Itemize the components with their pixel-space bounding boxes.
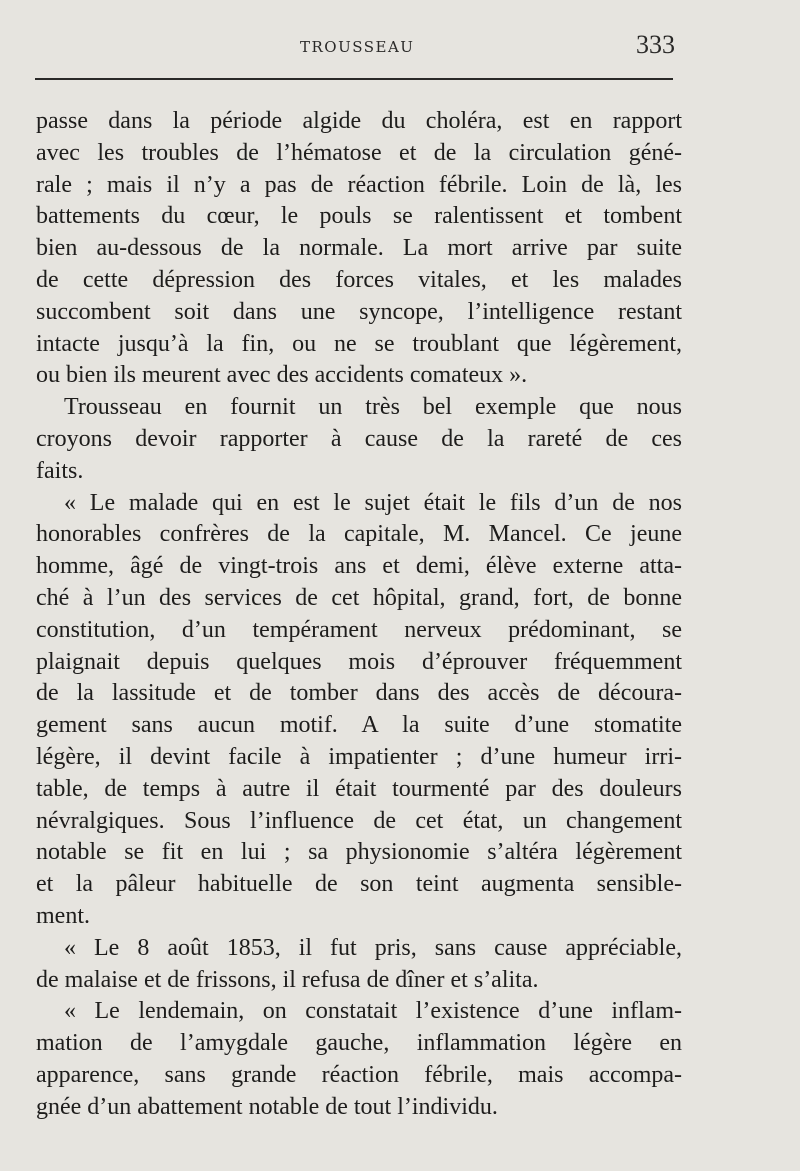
header-rule [35,78,673,80]
text-line: « Le malade qui en est le sujet était le fils d’un de nos [64,489,682,516]
running-title: TROUSSEAU [300,38,415,56]
body-text [36,106,682,1124]
text-line: battements du cœur, le pouls se ralentissent et tombent [36,203,682,230]
text-line: ché à l’un des services de cet hôpital, grand, fort, de bonne [36,584,682,611]
text-line: table, de temps à autre il était tourmenté par des douleurs [36,775,682,802]
running-header [0,30,800,64]
text-line: honorables confrères de la capitale, M. Mancel. Ce jeune [36,521,682,548]
text-line: Trousseau en fournit un très bel exemple que nous [64,394,682,421]
text-line: et la pâleur habituelle de son teint augmenta sensible- [36,871,682,898]
text-line: passe dans la période algide du choléra, est en rapport [36,108,682,134]
text-line: de cette dépression des forces vitales, et les malades [36,266,682,293]
text-line: de la lassitude et de tomber dans des accès de découra- [36,680,682,707]
text-line: « Le 8 août 1853, il fut pris, sans cause appréciable, [64,934,682,961]
text-line: légère, il devint facile à impatienter ; d’une humeur irri- [36,743,682,770]
text-line: gement sans aucun motif. A la suite d’une stomatite [36,712,682,739]
text-line: rale ; mais il n’y a pas de réaction fébrile. Loin de là, les [36,171,682,198]
text-line: ment. [36,902,90,929]
text-line: homme, âgé de vingt-trois ans et demi, élève externe atta- [36,553,682,580]
text-line: constitution, d’un tempérament nerveux prédominant, se [36,616,682,643]
text-line: faits. [36,457,84,484]
text-line: « Le lendemain, on constatait l’existence d’une inflam- [64,998,682,1025]
text-line: gnée d’un abattement notable de tout l’individu. [36,1093,498,1120]
text-line: mation de l’amygdale gauche, inflammation légère en [36,1030,682,1057]
text-line: intacte jusqu’à la fin, ou ne se troublant que légèrement, [36,330,682,357]
page-number: 333 [636,30,675,59]
text-line: notable se fit en lui ; sa physionomie s’altéra légèrement [36,839,682,866]
text-line: plaignait depuis quelques mois d’éprouver fréquemment [36,648,682,675]
text-line: ou bien ils meurent avec des accidents comateux ». [36,362,528,389]
text-line: névralgiques. Sous l’influence de cet état, un changement [36,807,682,834]
text-line: de malaise et de frissons, il refusa de dîner et s’alita. [36,966,539,993]
text-line: croyons devoir rapporter à cause de la rareté de ces [36,425,682,452]
text-line: avec les troubles de l’hématose et de la circulation géné- [36,139,682,166]
text-line: apparence, sans grande réaction fébrile, mais accompa- [36,1061,682,1088]
text-line: bien au-dessous de la normale. La mort arrive par suite [36,235,682,262]
text-line: succombent soit dans une syncope, l’intelligence restant [36,298,682,325]
